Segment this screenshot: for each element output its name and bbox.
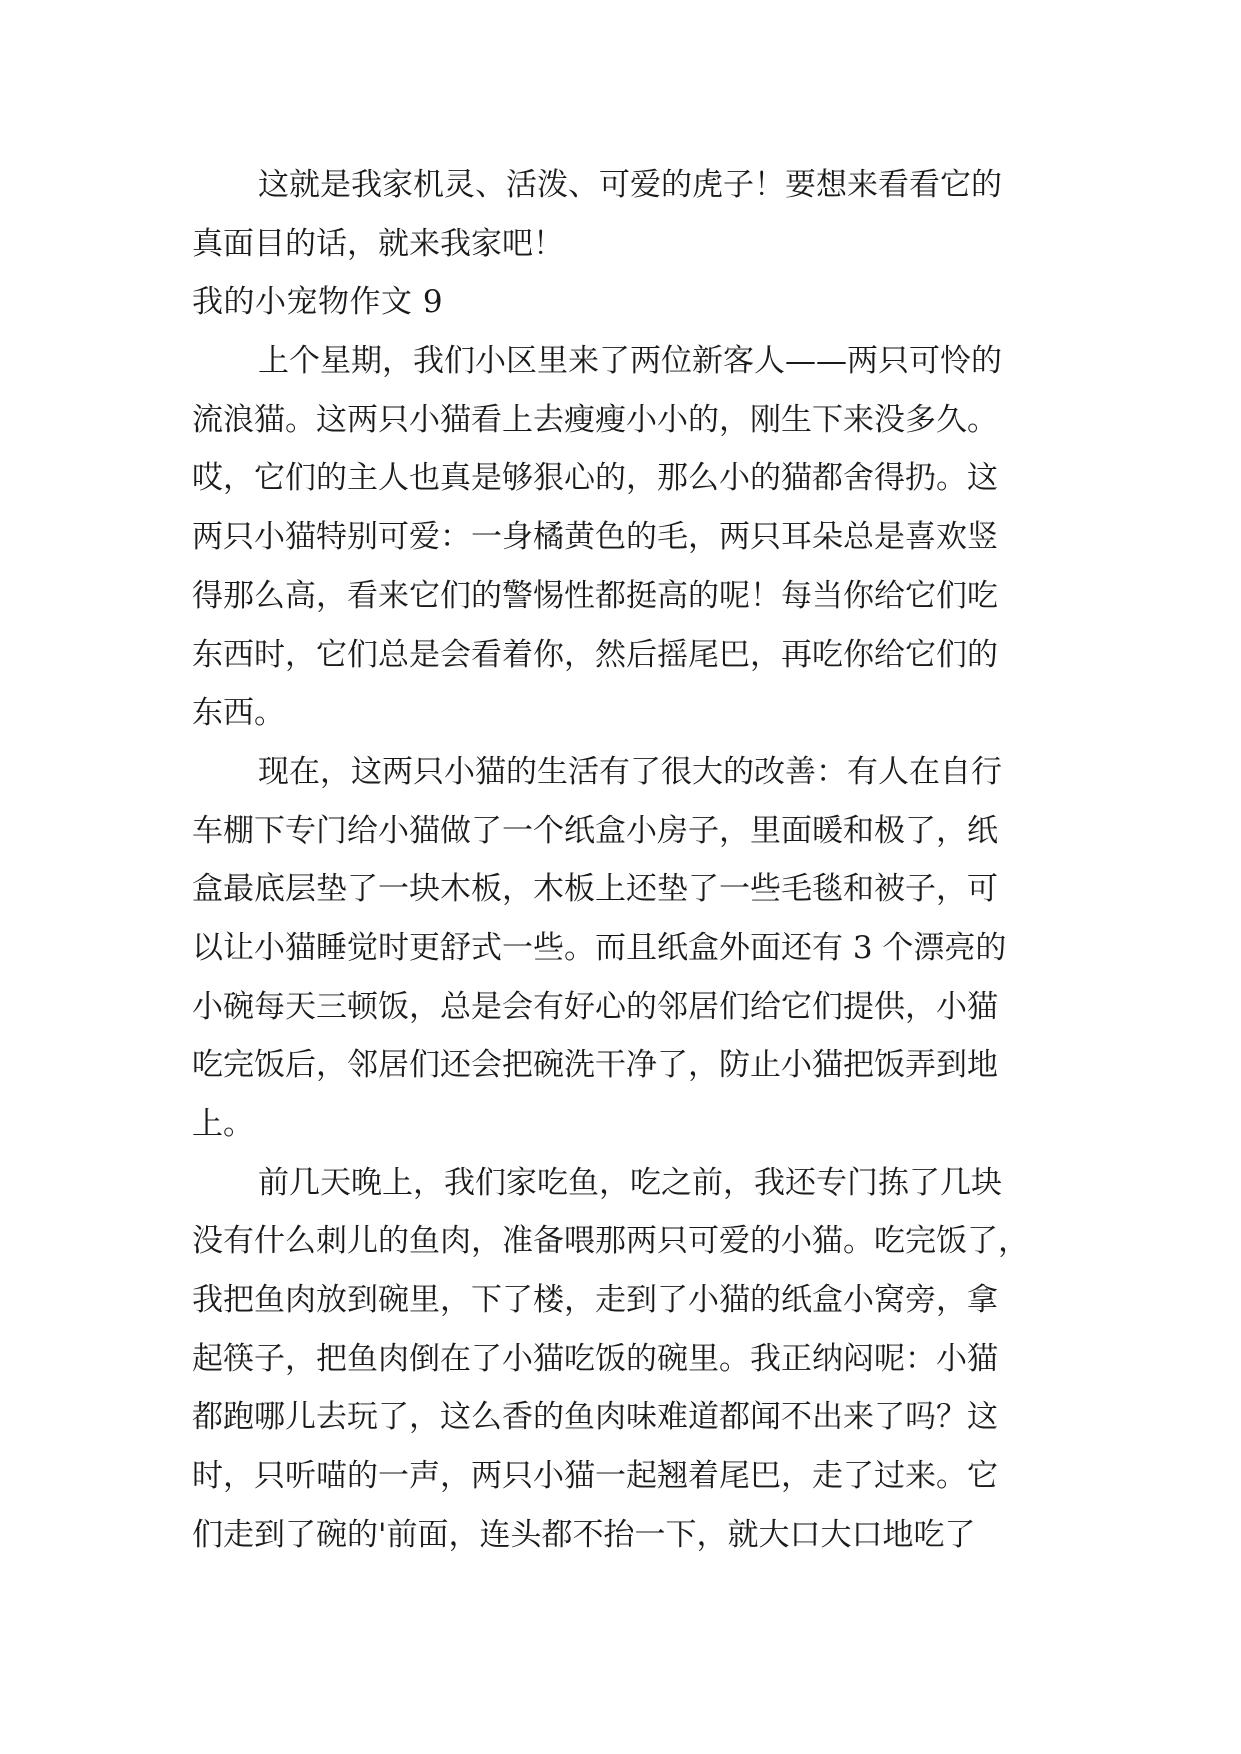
text-line: 现在，这两只小猫的生活有了很大的改善：有人在自行 [258,753,1002,790]
text-line: 小碗每天三顿饭，总是会有好心的邻居们给它们提供，小猫 [192,988,998,1025]
text-line: 都跑哪儿去玩了，这么香的鱼肉味难道都闻不出来了吗？这 [192,1399,998,1436]
text-line: 两只小猫特别可爱：一身橘黄色的毛，两只耳朵总是喜欢竖 [192,519,998,556]
text-line: 盒最底层垫了一块木板，木板上还垫了一些毛毯和被子，可 [192,871,998,908]
text-line: 没有什么刺儿的鱼肉，准备喂那两只可爱的小猫。吃完饭了， [192,1223,1029,1260]
text-line: 我把鱼肉放到碗里，下了楼，走到了小猫的纸盒小窝旁，拿 [192,1282,998,1319]
text-line: 真面目的话，就来我家吧！ [192,225,564,262]
text-line: 东西。 [192,695,285,732]
text-line: 吃完饭后，邻居们还会把碗洗干净了，防止小猫把饭弄到地 [192,1047,998,1084]
text-line: 们走到了碗的'前面，连头都不抬一下，就大口大口地吃了 [192,1516,976,1553]
text-line: 东西时，它们总是会看着你，然后摇尾巴，再吃你给它们的 [192,636,998,673]
text-line: 上。 [192,1106,254,1142]
text-line: 上个星期，我们小区里来了两位新客人——两只可怜的 [258,343,1002,380]
text-line: 流浪猫。这两只小猫看上去瘦瘦小小的，刚生下来没多久。 [192,401,998,438]
text-line: 前几天晚上，我们家吃鱼，吃之前，我还专门拣了几块 [258,1164,1002,1201]
text-line: 哎，它们的主人也真是够狠心的，那么小的猫都舍得扔。这 [192,460,998,497]
text-line: 时，只听喵的一声，两只小猫一起翘着尾巴，走了过来。它 [192,1458,998,1495]
document-body [192,156,1052,1565]
text-line: 车棚下专门给小猫做了一个纸盒小房子，里面暖和极了，纸 [192,812,998,849]
text-line: 以让小猫睡觉时更舒式一些。而且纸盒外面还有 3 个漂亮的 [192,929,1007,966]
section-title: 我的小宠物作文 9 [192,284,444,321]
text-line: 得那么高，看来它们的警惕性都挺高的呢！每当你给它们吃 [192,577,998,614]
text-line: 这就是我家机灵、活泼、可爱的虎子！要想来看看它的 [258,167,1002,203]
text-line: 起筷子，把鱼肉倒在了小猫吃饭的碗里。我正纳闷呢：小猫 [192,1340,998,1377]
